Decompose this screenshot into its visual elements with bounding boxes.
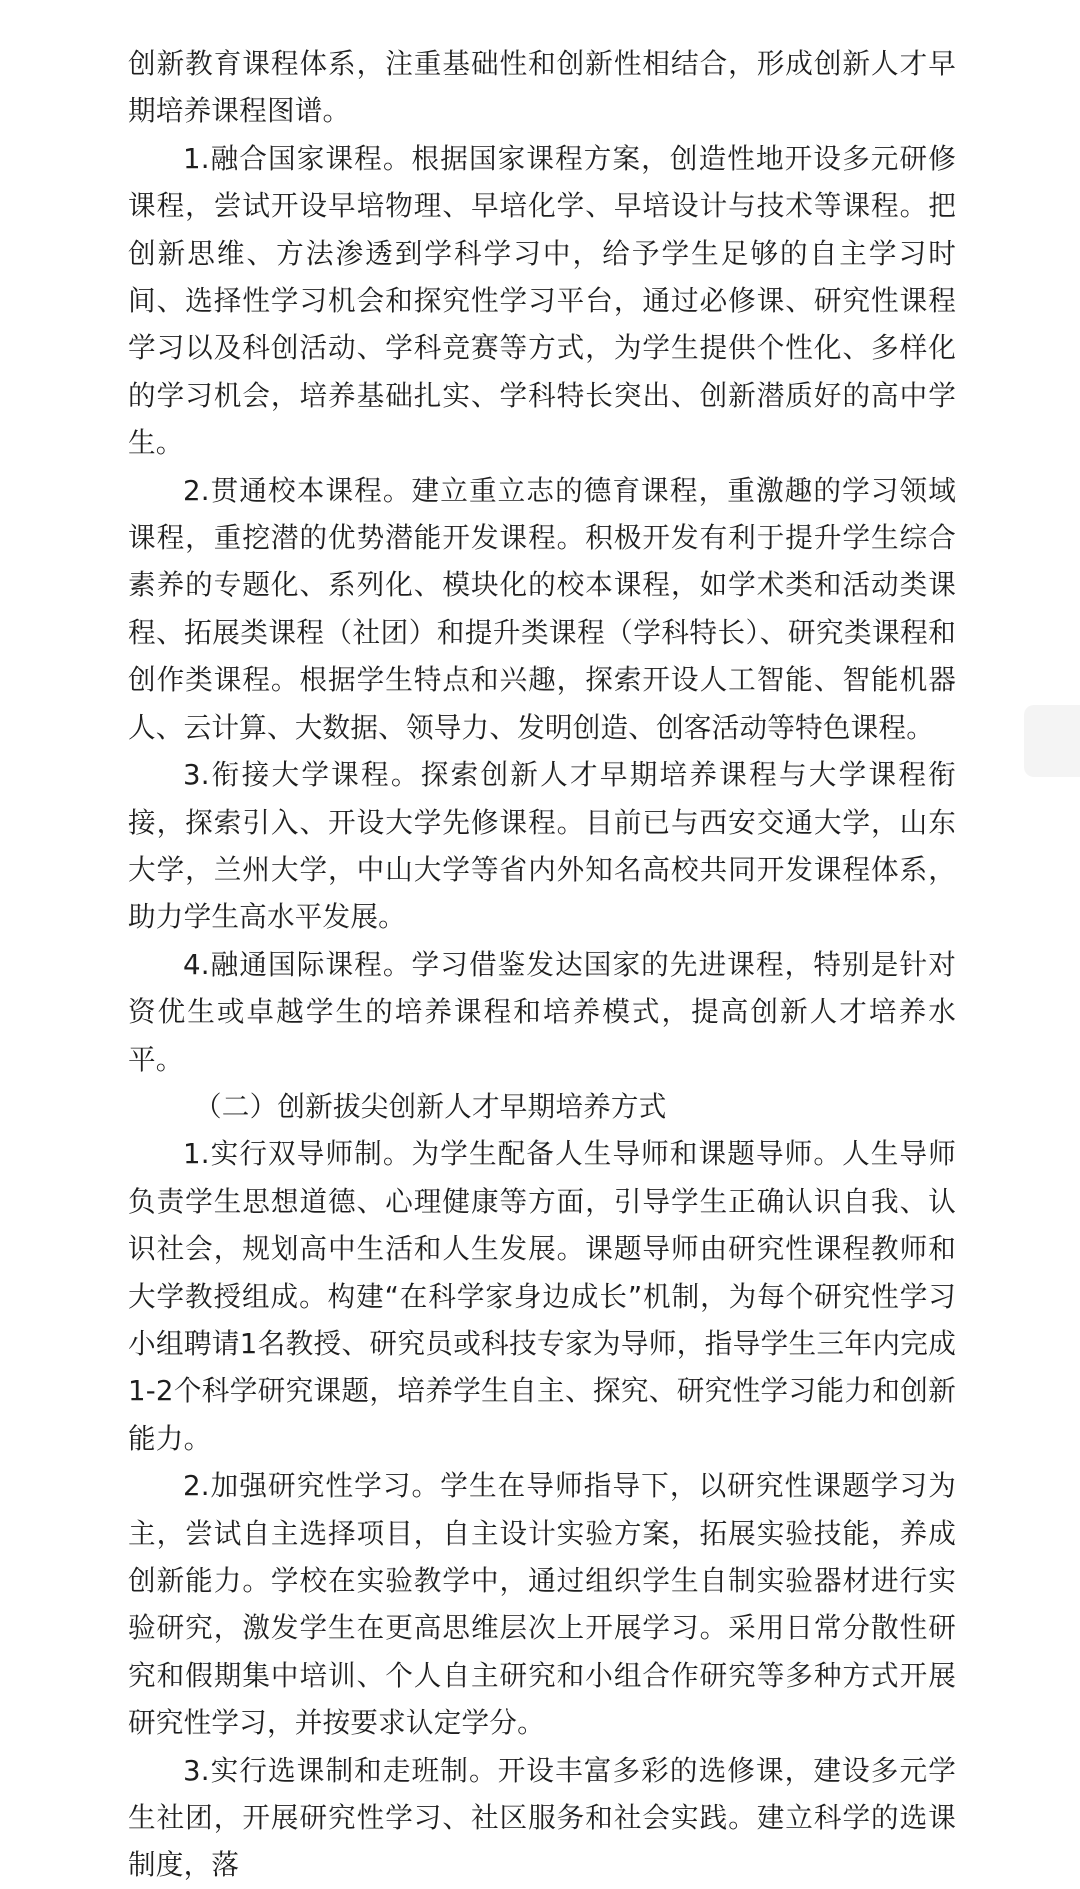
section-heading: （二）创新拔尖创新人才早期培养方式 (194, 1089, 667, 1123)
paragraph-international-curriculum: 4.融通国际课程。学习借鉴发达国家的先进课程，特别是针对资优生或卓越学生的培养课程和培养模式，提高创新人才培养水平。 (128, 947, 956, 1076)
paragraph-intro-continued: 创新教育课程体系，注重基础性和创新性相结合，形成创新人才早期培养课程图谱。 (128, 47, 956, 128)
paragraph-university-curriculum: 3.衔接大学课程。探索创新人才早期培养课程与大学课程衔接，探索引入、开设大学先修课程。目前已与西安交通大学，山东大学，兰州大学，中山大学等省内外知名高校共同开发课程体系，助力学生高水平发展。 (128, 758, 956, 934)
paragraph-national-curriculum: 1.融合国家课程。根据国家课程方案，创造性地开设多元研修课程，尝试开设早培物理、早培化学、早培设计与技术等课程。把创新思维、方法渗透到学科学习中，给予学生足够的自主学习时间、选择性学习机会和探究性学习平台，通过必修课、研究性课程学习以及科创活动、学科竞赛等方式，为学生提供个性化、多样化的学习机会，培养基础扎实、学科特长突出、创新潜质好的高中学生。 (128, 141, 956, 460)
paragraph-dual-tutor: 1.实行双导师制。为学生配备人生导师和课题导师。人生导师负责学生思想道德、心理健康等方面，引导学生正确认识自我、认识社会，规划高中生活和人生发展。课题导师由研究性课程教师和大学教授组成。构建“在科学家身边成长”机制，为每个研究性学习小组聘请1名教授、研究员或科技专家为导师，指导学生三年内完成1-2个科学研究课题，培养学生自主、探究、研究性学习能力和创新能力。 (128, 1137, 956, 1455)
document-body (128, 40, 956, 1889)
edge-overlay-tab (1024, 705, 1080, 777)
paragraph-course-selection: 3.实行选课制和走班制。开设丰富多彩的选修课，建设多元学生社团，开展研究性学习、社区服务和社会实践。建立科学的选课制度，落 (128, 1753, 956, 1882)
paragraph-school-curriculum: 2.贯通校本课程。建立重立志的德育课程，重激趣的学习领域课程，重挖潜的优势潜能开发课程。积极开发有利于提升学生综合素养的专题化、系列化、模块化的校本课程，如学术类和活动类课程、拓展类课程（社团）和提升类课程（学科特长）、研究类课程和创作类课程。根据学生特点和兴趣，探索开设人工智能、智能机器人、云计算、大数据、领导力、发明创造、创客活动等特色课程。 (128, 473, 956, 744)
paragraph-research-learning: 2.加强研究性学习。学生在导师指导下，以研究性课题学习为主，尝试自主选择项目，自主设计实验方案，拓展实验技能，养成创新能力。学校在实验教学中，通过组织学生自制实验器材进行实验研究，激发学生在更高思维层次上开展学习。采用日常分散性研究和假期集中培训、个人自主研究和小组合作研究等多种方式开展研究性学习，并按要求认定学分。 (128, 1469, 956, 1740)
